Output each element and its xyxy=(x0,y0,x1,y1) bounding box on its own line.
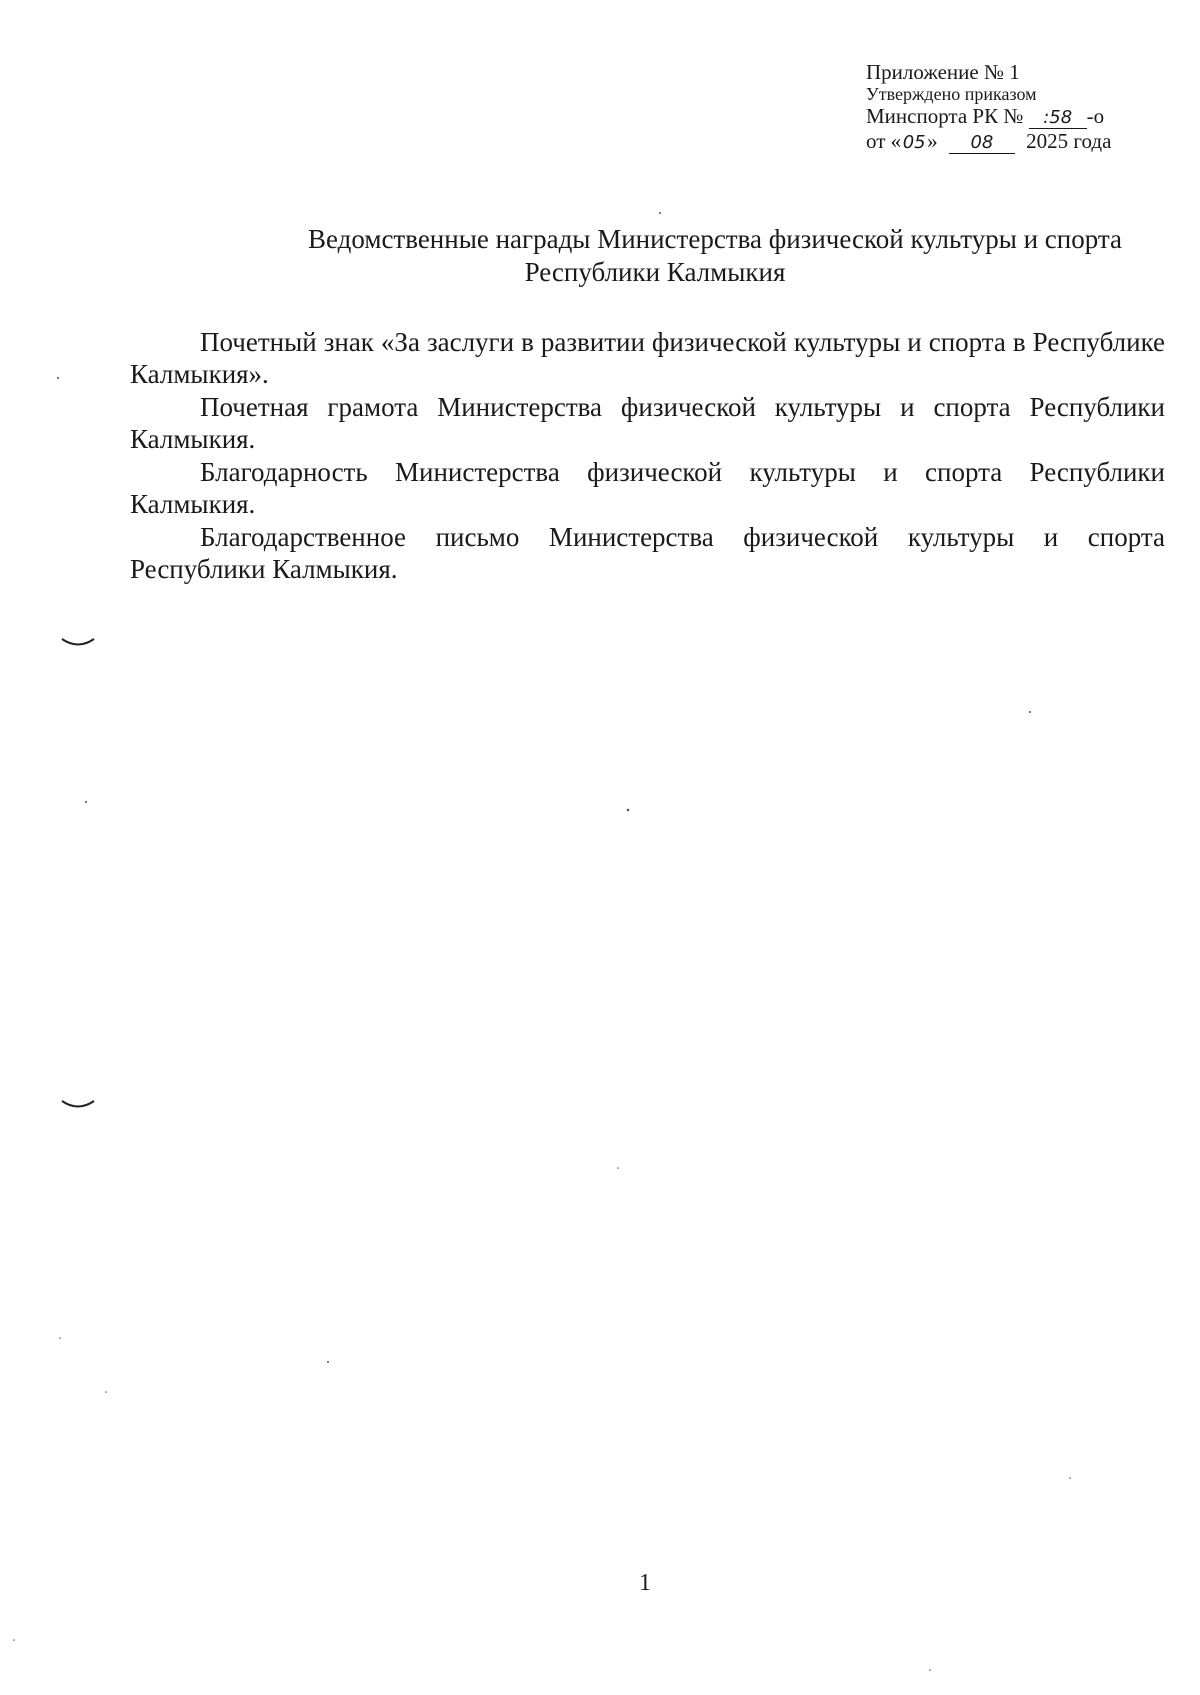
title-line-2: Республики Калмыкия xyxy=(524,257,786,287)
order-suffix: -о xyxy=(1086,104,1105,128)
date-year: 2025 года xyxy=(1026,129,1112,153)
order-date-line xyxy=(866,129,1186,154)
document-title xyxy=(130,223,1180,289)
order-number: :58 xyxy=(1029,108,1087,129)
date-mid: » xyxy=(927,129,938,153)
date-prefix: от « xyxy=(866,129,902,153)
title-line-1: Ведомственные награды Министерства физической культуры и спорта xyxy=(308,224,1122,254)
award-item-certificate-of-honor: Почетная грамота Министерства физической культуры и спорта Республики Калмыкия. xyxy=(130,392,1165,454)
date-day: 05 xyxy=(902,132,926,153)
award-item-gratitude: Благодарность Министерства физической культуры и спорта Республики Калмыкия. xyxy=(130,457,1165,519)
ministry-prefix: Минспорта РК № xyxy=(866,104,1024,128)
approved-by-label: Утверждено приказом xyxy=(866,84,1037,104)
award-item-honorary-badge: Почетный знак «За заслуги в развитии физической культуры и спорта в Республике Калмыкия». xyxy=(130,327,1165,389)
punch-mark-icon xyxy=(60,636,96,650)
order-number-line xyxy=(866,104,1186,129)
award-item-letter-of-thanks: Благодарственное письмо Министерства физической культуры и спорта Республики Калмыкия. xyxy=(130,522,1165,584)
approval-block xyxy=(866,60,1186,154)
punch-mark-icon xyxy=(60,1098,96,1112)
awards-list xyxy=(130,326,1165,586)
date-month: 08 xyxy=(949,133,1015,154)
page-number: 1 xyxy=(639,1570,651,1596)
appendix-label: Приложение № 1 xyxy=(866,60,1020,84)
